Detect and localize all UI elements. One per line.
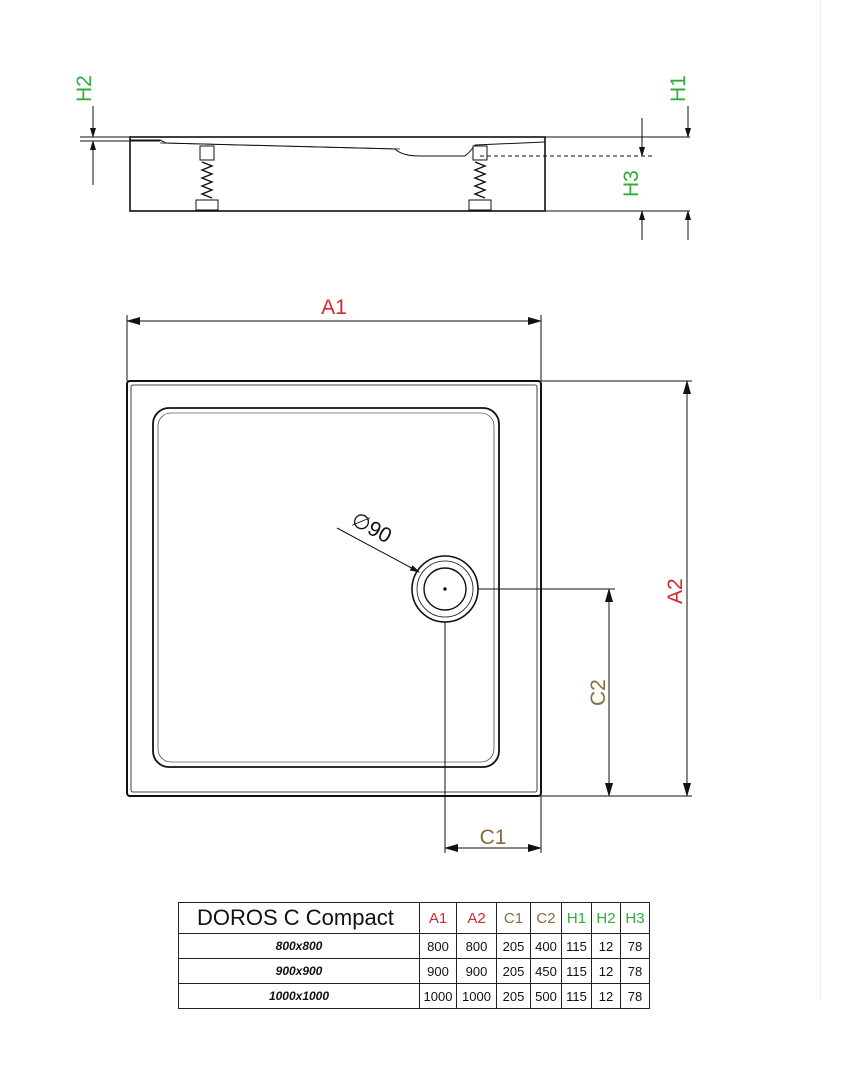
drain	[412, 556, 478, 622]
cell-a2: 800	[457, 934, 497, 959]
cell-c2: 400	[531, 934, 562, 959]
header-h2: H2	[592, 903, 621, 934]
a1-dimension	[127, 315, 541, 381]
cell-h3: 78	[621, 959, 650, 984]
header-a1: A1	[420, 903, 457, 934]
row-size: 1000x1000	[179, 984, 420, 1009]
h2-label: H2	[73, 75, 96, 102]
cell-c1: 205	[497, 984, 531, 1009]
row-size: 900x900	[179, 959, 420, 984]
a1-label: A1	[321, 296, 347, 319]
cell-h2: 12	[592, 959, 621, 984]
table-row	[179, 959, 650, 984]
cell-c1: 205	[497, 959, 531, 984]
cell-h3: 78	[621, 934, 650, 959]
tray-outer-inner-edge	[131, 385, 537, 792]
cell-a2: 900	[457, 959, 497, 984]
cell-h2: 12	[592, 984, 621, 1009]
header-c1: C1	[497, 903, 531, 934]
header-c2: C2	[531, 903, 562, 934]
cell-a1: 1000	[420, 984, 457, 1009]
side-view	[80, 106, 690, 240]
h1-label: H1	[667, 75, 690, 102]
h3-label: H3	[620, 170, 643, 197]
cell-a2: 1000	[457, 984, 497, 1009]
cell-h2: 12	[592, 934, 621, 959]
drain-diameter-label: ∅90	[347, 508, 396, 548]
cell-c1: 205	[497, 934, 531, 959]
c1-label: C1	[479, 826, 507, 849]
cell-a1: 900	[420, 959, 457, 984]
model-name: DOROS C Compact	[179, 903, 420, 934]
cell-h1: 115	[562, 959, 592, 984]
cell-h3: 78	[621, 984, 650, 1009]
cell-h1: 115	[562, 984, 592, 1009]
spec-table	[178, 902, 650, 1009]
spec-table-header	[179, 903, 650, 934]
c1-dimension	[445, 622, 541, 853]
cell-a1: 800	[420, 934, 457, 959]
table-row	[179, 984, 650, 1009]
header-a2: A2	[457, 903, 497, 934]
cell-h1: 115	[562, 934, 592, 959]
left-leg	[196, 146, 218, 210]
cell-c2: 450	[531, 959, 562, 984]
tray-basin-inner	[158, 413, 494, 762]
row-size: 800x800	[179, 934, 420, 959]
header-h3: H3	[621, 903, 650, 934]
h2-dimension	[80, 106, 160, 185]
table-row	[179, 934, 650, 959]
cell-c2: 500	[531, 984, 562, 1009]
header-h1: H1	[562, 903, 592, 934]
a2-label: A2	[664, 578, 687, 604]
tray-basin	[153, 408, 499, 767]
c2-label: C2	[587, 679, 610, 706]
top-view	[127, 315, 692, 853]
